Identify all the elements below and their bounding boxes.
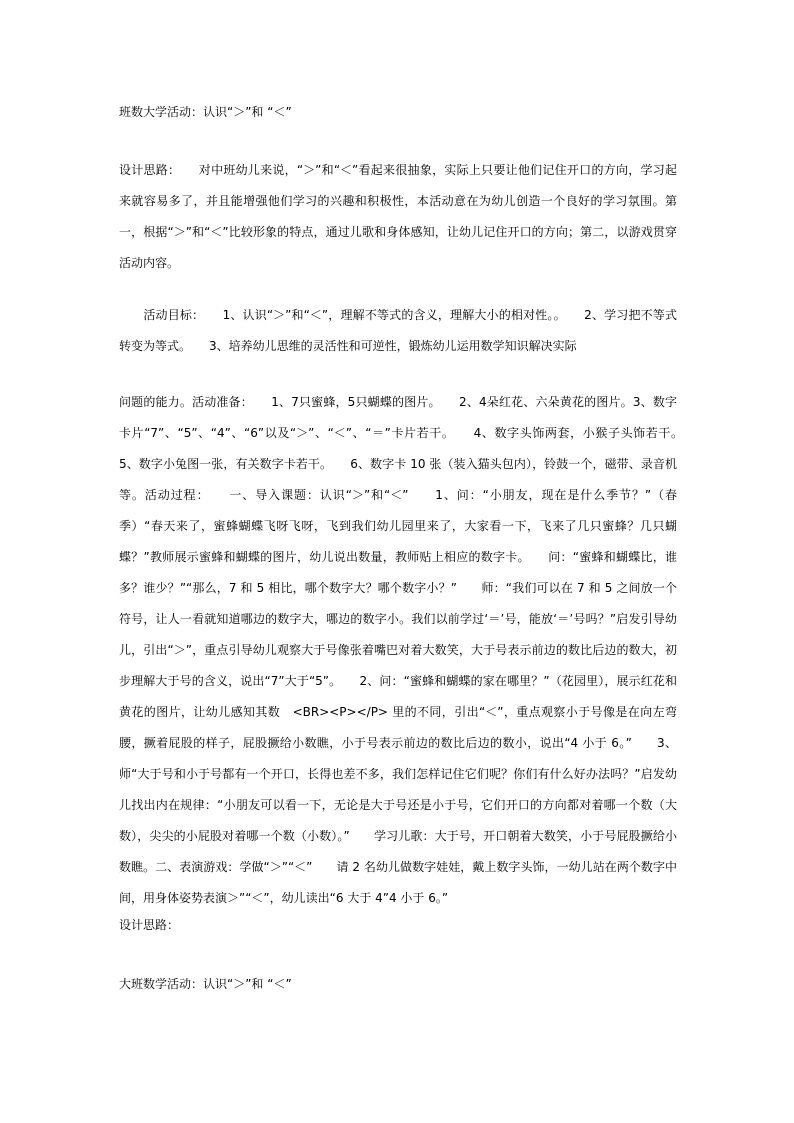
paragraph-design-idea: 设计思路： 对中班幼儿来说，“＞”和“＜”看起来很抽象，实际上只要让他们记住开口的方向，学习起来就容易多了，并且能增强他们学习的兴趣和积极性，本活动意在为幼儿创造一个良好的学习氛围。第一，根据“＞”和“＜”比较形象的特点，通过儿歌和身体感知，让幼儿记住开口的方向；第二，以游戏贯穿活动内容。: [119, 163, 677, 270]
document-footer-title: 大班数学活动：认识“＞”和 “＜”: [119, 977, 292, 991]
paragraph-design-idea-heading: 设计思路：: [119, 918, 180, 932]
paragraph-activity-process: 问题的能力。活动准备： 1、7只蜜蜂，5只蝴蝶的图片。 2、4朵红花、六朵黄花的图片。3、数字卡片“7”、“5”、“4”、“6”以及“＞”、“＜”、“＝”卡片若干。 4、数字头饰两套，小猴子头饰若干。 5、数字小兔图一张，有关数字卡若干。 6、数字卡 10 张（装入猫头包内），铃鼓一个，磁带、录音机等。活动过程： 一、导入课题：认识“＞”和“＜” 1、问：“小朋友，现在是什么季节？”（春季）“春天来了，蜜蜂蝴蝶飞呀飞呀，飞到我们幼儿园里来了，大家看一下，飞来了几只蜜蜂？几只蝴蝶？”教师展示蜜蜂和蝴蝶的图片，幼儿说出数量，教师贴上相应的数字卡。 问：“蜜蜂和蝴蝶比，谁多？谁少？”“那么，7 和 5 相比，哪个数字大？哪个数字小？” 师：“我们可以在 7 和 5 之间放一个符号，让人一看就知道哪边的数字大，哪边的数字小。我们以前学过‘＝’号，能放‘＝’号吗？”启发引导幼儿，引出“＞”，重点引导幼儿观察大于号像张着嘴巴对着大数笑，大于号表示前边的数比后边的数大，初步理解大于号的含义，说出“7”大于“5”。 2、问：“蜜蜂和蝴蝶的家在哪里？”（花园里），展示红花和黄花的图片，让幼儿感知其数 <BR><P></P> 里的不同，引出“＜”，重点观察小于号像是在向左弯腰，撅着屁股的样子，屁股撅给小数瞧，小于号表示前边的数比后边的数小，说出“4 小于 6。” 3、师“大于号和小于号都有一个开口，长得也差不多，我们怎样记住它们呢？你们有什么好办法吗？”启发幼儿找出内在规律：“小朋友可以看一下，无论是大于号还是小于号，它们开口的方向都对着哪一个数（大数），尖尖的小屁股对着哪一个数（小数）。” 学习儿歌：大于号，开口朝着大数笑，小于号屁股撅给小数瞧。二、表演游戏：学做“＞”“＜” 请 2 名幼儿做数字娃娃，戴上数字头饰，一幼儿站在两个数字中间，用身体姿势表演＞”“＜”，幼儿读出“6 大于 4”4 小于 6。”: [119, 395, 702, 905]
paragraph-activity-goals: 活动目标： 1、认识“＞”和“＜”，理解不等式的含义，理解大小的相对性。。 2、学习把不等式转变为等式。 3、培养幼儿思维的灵活性和可逆性，锻炼幼儿运用数学知识解决实际: [119, 308, 677, 353]
document-title: 班数大学活动：认识“＞”和 “＜”: [119, 105, 292, 119]
